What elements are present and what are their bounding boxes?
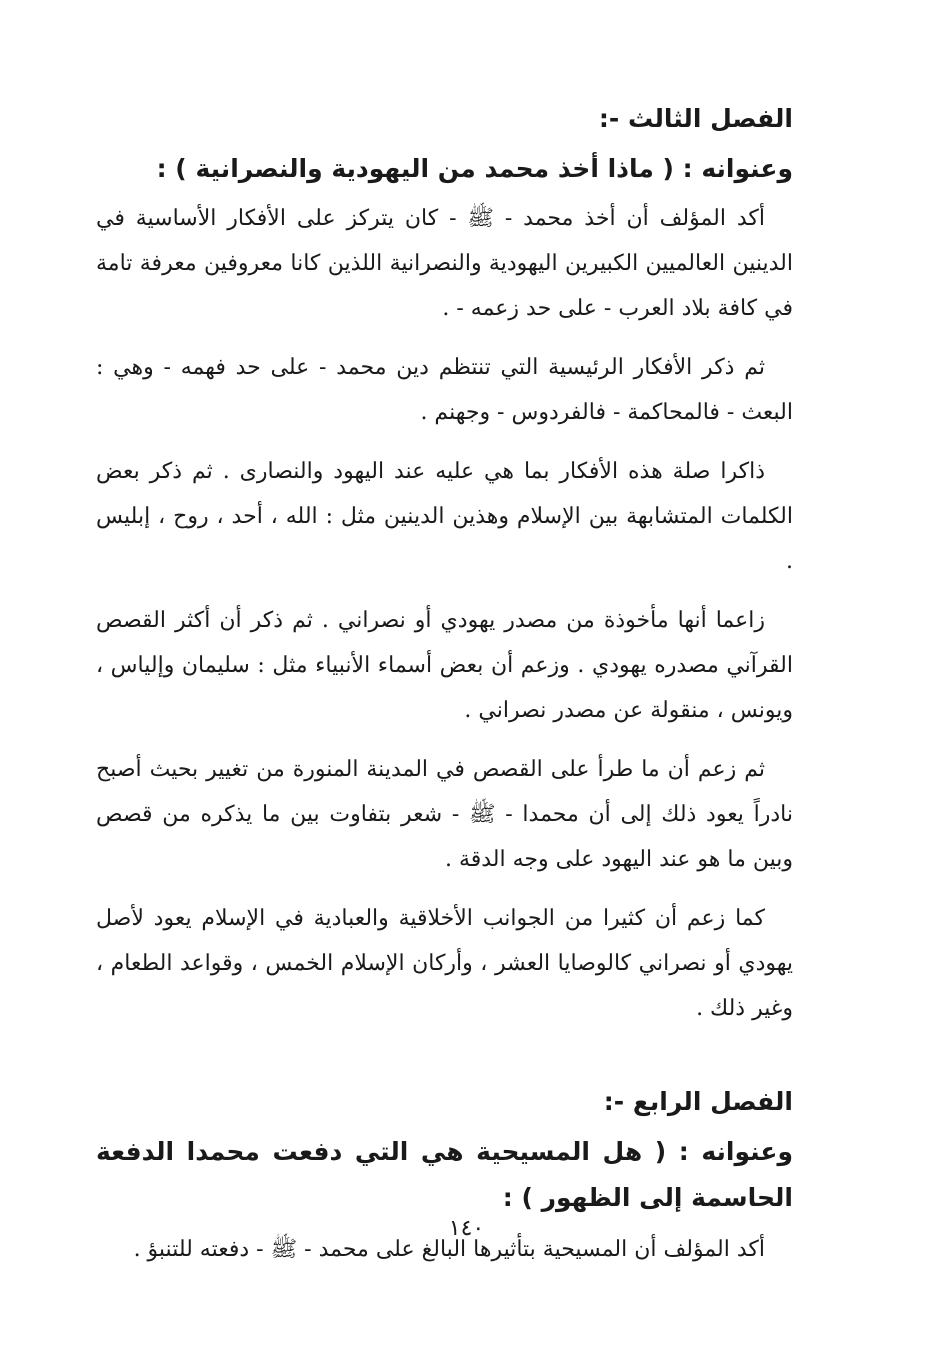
- chapter-3-paragraph: كما زعم أن كثيرا من الجوانب الأخلاقية والعبادية في الإسلام يعود لأصل يهودي أو نصراني كالوصايا العشر ، وأركان الإسلام الخمس ، وقواعد الطعام ، وغير ذلك .: [96, 906, 793, 1021]
- chapter-3-paragraph: ثم زعم أن ما طرأ على القصص في المدينة المنورة من تغيير بحيث أصبح نادراً يعود ذلك إلى أن محمدا - ﷺ - شعر بتفاوت بين ما يذكره من قصص وبين ما هو عند اليهود على وجه الدقة .: [96, 757, 793, 872]
- chapter-3-paragraph: أكد المؤلف أن أخذ محمد - ﷺ - كان يتركز على الأفكار الأساسية في الدينين العالميين الكبيرين اليهودية والنصرانية اللذين كانا معروفين معرفة تامة في كافة بلاد العرب - على حد زعمه - .: [96, 206, 793, 321]
- chapter-3-paragraph: ثم ذكر الأفكار الرئيسية التي تنتظم دين محمد - على حد فهمه - وهي : البعث - فالمحاكمة - فالفردوس - وجهنم .: [96, 355, 793, 425]
- chapter-3-paragraph: ذاكرا صلة هذه الأفكار بما هي عليه عند اليهود والنصارى . ثم ذكر بعض الكلمات المتشابهة بين الإسلام وهذين الدينين مثل : الله ، أحد ، روح ، إبليس .: [96, 459, 793, 574]
- chapter-4-title: وعنوانه : ( هل المسيحية هي التي دفعت محمدا الدفعة الحاسمة إلى الظهور ) :: [96, 1137, 793, 1212]
- page-number: ١٤٠: [448, 1216, 485, 1241]
- chapter-3-heading: الفصل الثالث -:: [598, 104, 793, 133]
- chapter-4-paragraph: أكد المؤلف أن المسيحية بتأثيرها البالغ على محمد - ﷺ - دفعته للتنبؤ .: [133, 1237, 765, 1262]
- document-page: [96, 96, 793, 1286]
- chapter-3-paragraph: زاعما أنها مأخوذة من مصدر يهودي أو نصراني . ثم ذكر أن أكثر القصص القرآني مصدره يهودي . وزعم أن بعض أسماء الأنبياء مثل : سليمان وإلياس ، ويونس ، منقولة عن مصدر نصراني .: [96, 608, 793, 723]
- chapter-3-title: وعنوانه : ( ماذا أخذ محمد من اليهودية والنصرانية ) :: [156, 154, 793, 183]
- chapter-4-heading: الفصل الرابع -:: [603, 1087, 793, 1116]
